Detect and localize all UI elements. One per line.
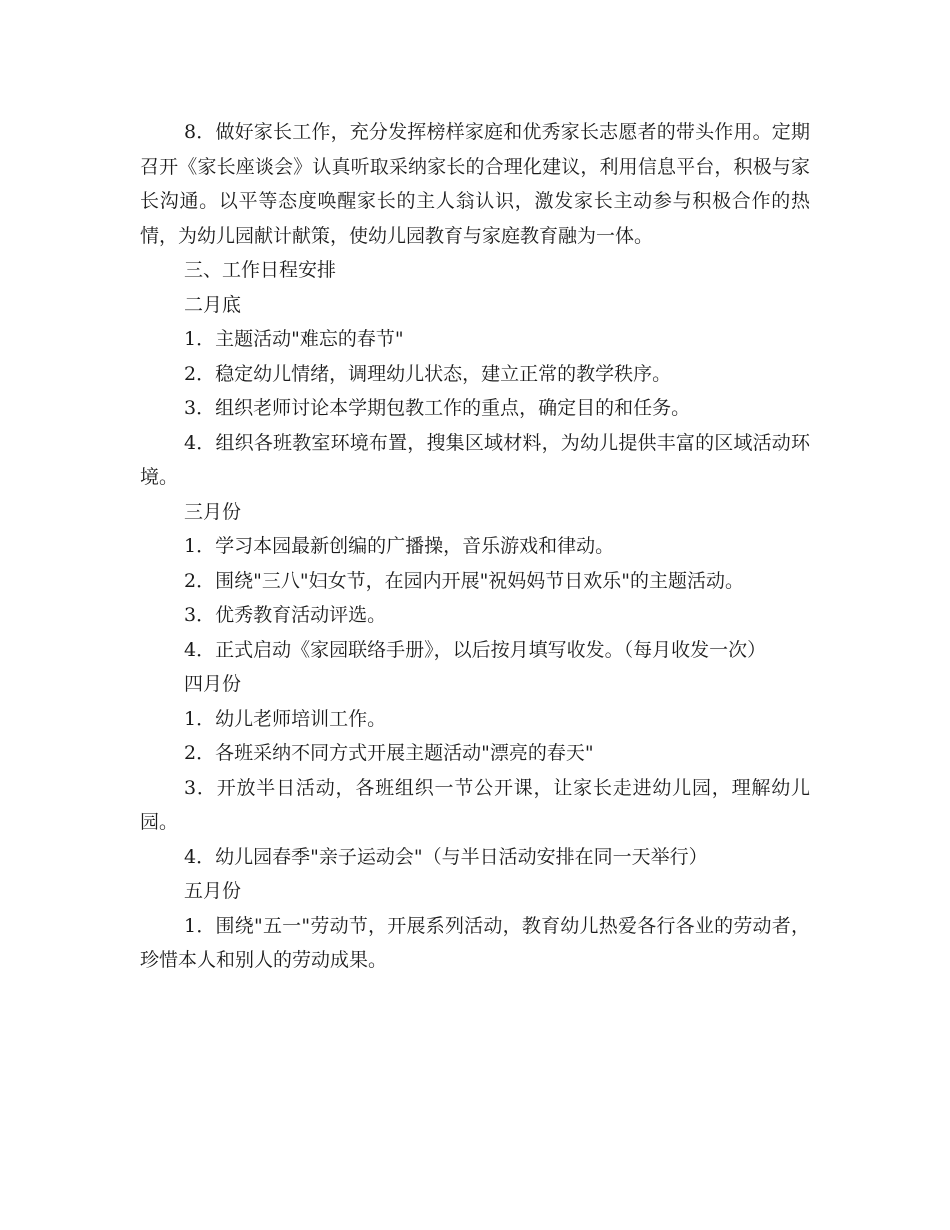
month-heading-april: 四月份 (184, 673, 242, 695)
list-item: 3．组织老师讨论本学期包教工作的重点，确定目的和任务。 (184, 397, 691, 419)
month-heading-february: 二月底 (184, 293, 242, 316)
list-item: 1．围绕"五一"劳动节，开展系列活动，教育幼儿热爱各行各业的劳动者，珍惜本人和别人的劳动成果。 (140, 914, 810, 971)
list-item: 2．围绕"三八"妇女节，在园内开展"祝妈妈节日欢乐"的主题活动。 (184, 569, 745, 592)
month-heading-march: 三月份 (184, 500, 242, 523)
list-item: 2．各班采纳不同方式开展主题活动"漂亮的春天" (184, 742, 594, 764)
list-item: 2．稳定幼儿情绪，调理幼儿状态，建立正常的教学秩序。 (184, 362, 672, 385)
list-item: 4．组织各班教室环境布置，搜集区域材料，为幼儿提供丰富的区域活动环境。 (140, 431, 810, 488)
list-item: 4．幼儿园春季"亲子运动会"（与半日活动安排在同一天举行） (184, 845, 708, 868)
month-heading-may: 五月份 (184, 880, 242, 902)
list-item: 1．学习本园最新创编的广播操，音乐游戏和律动。 (184, 535, 615, 557)
list-item: 1．主题活动"难忘的春节" (184, 328, 404, 350)
document-body (140, 115, 810, 978)
section-heading-schedule: 三、工作日程安排 (184, 259, 337, 281)
list-item: 1．幼儿老师培训工作。 (184, 707, 387, 730)
list-item: 3．开放半日活动，各班组织一节公开课，让家长走进幼儿园，理解幼儿园。 (140, 776, 810, 833)
list-item: 3．优秀教育活动评选。 (184, 604, 387, 626)
paragraph-parent-work: 8．做好家长工作，充分发挥榜样家庭和优秀家长志愿者的带头作用。定期召开《家长座谈会》认真听取采纳家长的合理化建议，利用信息平台，积极与家长沟通。以平等态度唤醒家长的主人翁认识，激发家长主动参与积极合作的热情，为幼儿园献计献策，使幼儿园教育与家庭教育融为一体。 (140, 121, 810, 247)
list-item: 4．正式启动《家园联络手册》，以后按月填写收发。（每月收发一次） (184, 638, 767, 661)
